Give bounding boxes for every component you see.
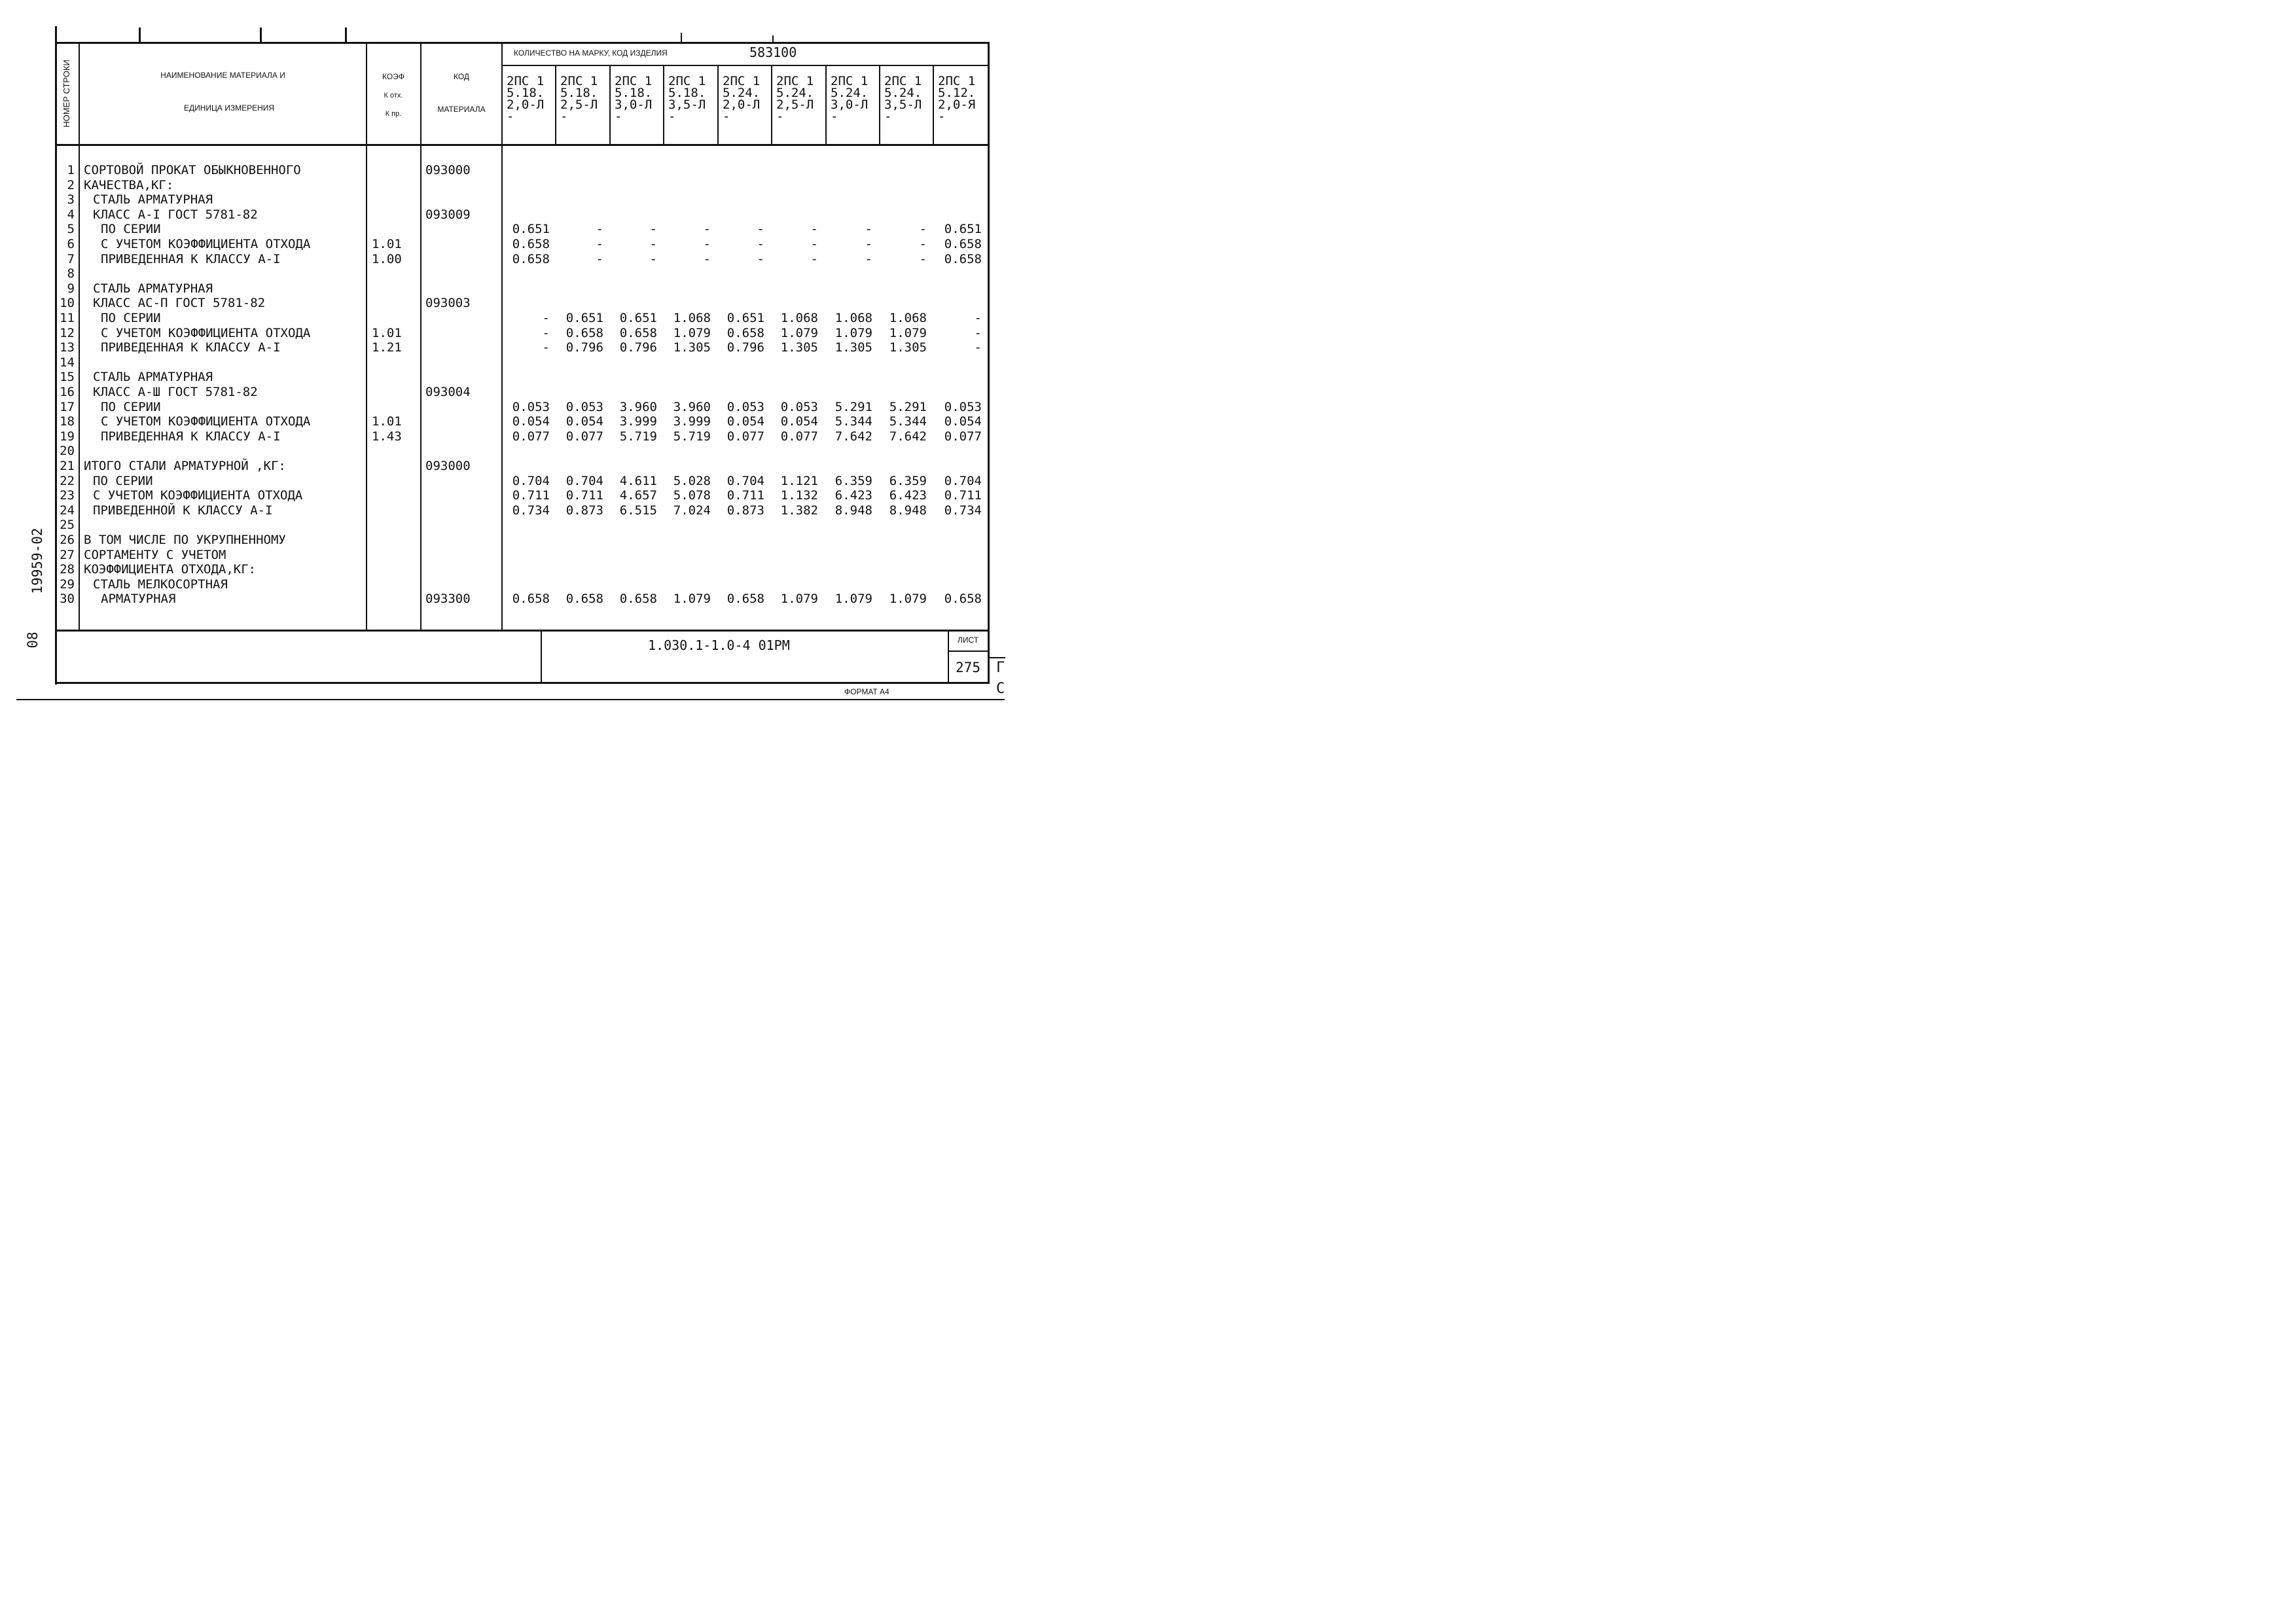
- material-name: С УЧЕТОМ КОЭФФИЦИЕНТА ОТХОДА: [101, 237, 311, 251]
- table-row: [0, 518, 1011, 533]
- material-name: СТАЛЬ АРМАТУРНАЯ: [93, 192, 213, 207]
- quantity-value: -: [865, 222, 872, 237]
- quantity-value: 6.359: [834, 473, 872, 488]
- quantity-value: 1.305: [889, 340, 927, 355]
- table-row: [0, 533, 1011, 548]
- quantity-value: 0.658: [512, 237, 550, 251]
- quantity-value: 0.658: [944, 592, 982, 607]
- quantity-value: -: [542, 325, 550, 340]
- quantity-value: 5.291: [889, 399, 927, 414]
- quantity-value: 0.658: [944, 237, 982, 251]
- quantity-value: -: [649, 251, 657, 266]
- quantity-value: -: [649, 237, 657, 251]
- quantity-value: 5.344: [834, 414, 872, 429]
- code-header-line1: КОД: [453, 72, 470, 81]
- quantity-value: -: [919, 237, 927, 251]
- table-row: [0, 355, 1011, 370]
- mark-5-line-2: 5.24.: [723, 86, 761, 100]
- sheet-number: 275: [956, 660, 980, 675]
- material-name: КОЭФФИЦИЕНТА ОТХОДА,КГ:: [84, 562, 257, 577]
- table-row: [0, 222, 1011, 237]
- table-row: [0, 163, 1011, 178]
- quantity-value: 0.053: [726, 399, 764, 414]
- row-number: 30: [60, 592, 75, 607]
- material-name: ПО СЕРИИ: [101, 399, 161, 414]
- quantity-value: -: [703, 222, 711, 237]
- quantity-value: 3.999: [673, 414, 711, 429]
- material-code: 093300: [425, 592, 471, 607]
- mark-6-line-2: 5.24.: [776, 86, 814, 100]
- quantity-value: -: [542, 311, 550, 325]
- material-name: СОРТОВОЙ ПРОКАТ ОБЫКНОВЕННОГО: [84, 163, 301, 177]
- quantity-value: 0.054: [726, 414, 764, 429]
- quantity-value: 4.611: [619, 473, 657, 488]
- row-number: 5: [67, 222, 75, 237]
- mark-7-line-4: -: [831, 109, 838, 124]
- quantity-value: 1.068: [834, 311, 872, 325]
- quantity-value: 7.642: [834, 429, 872, 444]
- mark-2-line-2: 5.18.: [560, 86, 598, 100]
- row-number: 8: [67, 266, 75, 281]
- edge-mark-1: Г: [996, 660, 1005, 676]
- quantity-value: -: [757, 237, 764, 251]
- material-name: С УЧЕТОМ КОЭФФИЦИЕНТА ОТХОДА: [101, 414, 311, 429]
- quantity-value: 0.658: [565, 325, 603, 340]
- quantity-value: -: [919, 222, 927, 237]
- quantity-value: 0.053: [565, 399, 603, 414]
- mark-7-line-3: 3,0-Л: [831, 98, 869, 112]
- mark-3-line-3: 3,0-Л: [615, 98, 653, 112]
- quantity-value: 0.054: [512, 414, 550, 429]
- quantity-value: 1.079: [889, 325, 927, 340]
- row-number: 14: [60, 355, 75, 370]
- quantity-value: 0.651: [619, 311, 657, 325]
- quantity-value: 0.658: [726, 592, 764, 607]
- material-name: С УЧЕТОМ КОЭФФИЦИЕНТА ОТХОДА: [93, 488, 303, 503]
- material-name: АРМАТУРНАЯ: [101, 592, 176, 607]
- quantity-header: КОЛИЧЕСТВО НА МАРКУ, КОД ИЗДЕЛИЯ: [514, 48, 668, 58]
- quantity-value: -: [919, 251, 927, 266]
- material-name: ПРИВЕДЕННАЯ К КЛАССУ А-I: [101, 429, 281, 444]
- quantity-value: -: [974, 311, 982, 325]
- mark-5-line-4: -: [723, 109, 730, 124]
- table-row: [0, 429, 1011, 444]
- row-number: 4: [67, 207, 75, 222]
- mark-3-line-2: 5.18.: [615, 86, 653, 100]
- table-row: [0, 178, 1011, 193]
- quantity-value: 5.719: [673, 429, 711, 444]
- quantity-value: 0.077: [944, 429, 982, 444]
- row-number: 28: [60, 562, 75, 577]
- material-code: 093004: [425, 385, 471, 399]
- table-row: [0, 459, 1011, 474]
- quantity-value: 0.658: [619, 592, 657, 607]
- product-code: 583100: [749, 45, 797, 60]
- quantity-value: 0.651: [565, 311, 603, 325]
- row-number: 15: [60, 370, 75, 385]
- quantity-value: 4.657: [619, 488, 657, 503]
- quantity-value: -: [810, 237, 818, 251]
- table-row: [0, 385, 1011, 400]
- row-number: 29: [60, 577, 75, 592]
- table-row: [0, 237, 1011, 252]
- row-number: 11: [60, 311, 75, 325]
- table-row: [0, 474, 1011, 489]
- mark-7-line-2: 5.24.: [831, 86, 869, 100]
- quantity-value: 0.796: [565, 340, 603, 355]
- coef-header-line2: К отх.: [384, 92, 403, 99]
- quantity-value: 0.053: [512, 399, 550, 414]
- table-row: [0, 592, 1011, 607]
- quantity-value: 5.344: [889, 414, 927, 429]
- quantity-value: 1.132: [780, 488, 818, 503]
- quantity-value: 0.077: [565, 429, 603, 444]
- material-name: СТАЛЬ АРМАТУРНАЯ: [93, 370, 213, 385]
- row-number: 18: [60, 414, 75, 429]
- quantity-value: -: [757, 222, 764, 237]
- quantity-value: 3.960: [673, 399, 711, 414]
- corner-number: 08: [25, 632, 41, 649]
- quantity-value: 0.704: [944, 473, 982, 488]
- material-name: ПРИВЕДЕННОЙ К КЛАССУ А-I: [93, 503, 273, 518]
- table-row: [0, 444, 1011, 459]
- quantity-value: 0.077: [512, 429, 550, 444]
- quantity-value: 0.053: [944, 399, 982, 414]
- row-number: 22: [60, 473, 75, 488]
- table-row: [0, 281, 1011, 296]
- quantity-value: 1.079: [780, 592, 818, 607]
- mark-3-line-4: -: [615, 109, 622, 124]
- material-code: 093000: [425, 459, 471, 473]
- row-number: 27: [60, 547, 75, 562]
- mark-2-line-3: 2,5-Л: [560, 98, 598, 112]
- sheet-label: ЛИСТ: [957, 635, 979, 645]
- mark-8-line-1: 2ПС 1: [884, 74, 922, 88]
- code-header-line2: МАТЕРИАЛА: [437, 105, 486, 114]
- quantity-value: 0.711: [512, 488, 550, 503]
- quantity-value: -: [865, 237, 872, 251]
- mark-4-line-3: 3,5-Л: [668, 98, 706, 112]
- row-number: 6: [67, 237, 75, 251]
- row-number: 26: [60, 533, 75, 547]
- quantity-value: 1.121: [780, 473, 818, 488]
- quantity-value: -: [974, 340, 982, 355]
- row-number: 12: [60, 325, 75, 340]
- row-number: 25: [60, 518, 75, 533]
- coefficient: 1.21: [372, 340, 402, 355]
- mark-9-line-4: -: [938, 109, 946, 124]
- mark-1-line-1: 2ПС 1: [507, 74, 545, 88]
- quantity-value: 8.948: [889, 503, 927, 518]
- table-row: [0, 266, 1011, 281]
- material-name-header-line2: ЕДИНИЦА ИЗМЕРЕНИЯ: [183, 103, 275, 113]
- mark-8-line-3: 3,5-Л: [884, 98, 922, 112]
- quantity-value: 6.423: [834, 488, 872, 503]
- table-row: [0, 414, 1011, 429]
- table-row: [0, 400, 1011, 415]
- quantity-value: -: [810, 251, 818, 266]
- row-number: 10: [60, 296, 75, 311]
- quantity-value: 7.642: [889, 429, 927, 444]
- mark-4-line-4: -: [668, 109, 676, 124]
- quantity-value: 0.704: [565, 473, 603, 488]
- quantity-value: 1.079: [834, 592, 872, 607]
- quantity-value: 0.704: [726, 473, 764, 488]
- document-page: [0, 0, 1011, 715]
- table-row: [0, 326, 1011, 341]
- mark-4-line-1: 2ПС 1: [668, 74, 706, 88]
- quantity-value: 1.305: [780, 340, 818, 355]
- material-name: В ТОМ ЧИСЛЕ ПО УКРУПНЕННОМУ: [84, 533, 286, 547]
- material-name: ПО СЕРИИ: [101, 222, 161, 237]
- quantity-value: 0.658: [944, 251, 982, 266]
- material-name: КЛАСС А-I ГОСТ 5781-82: [93, 207, 258, 222]
- quantity-value: 0.796: [726, 340, 764, 355]
- table-row: [0, 192, 1011, 207]
- table-row: [0, 370, 1011, 385]
- coef-header-line3: К пр.: [385, 110, 402, 118]
- material-name: СТАЛЬ АРМАТУРНАЯ: [93, 281, 213, 296]
- quantity-value: 5.078: [673, 488, 711, 503]
- quantity-value: 3.999: [619, 414, 657, 429]
- mark-1-line-4: -: [507, 109, 514, 124]
- mark-6-line-4: -: [776, 109, 784, 124]
- quantity-value: 0.053: [780, 399, 818, 414]
- edge-mark-2: С: [996, 681, 1005, 697]
- quantity-value: 1.305: [834, 340, 872, 355]
- quantity-value: 0.734: [512, 503, 550, 518]
- quantity-value: -: [596, 251, 603, 266]
- row-number-header: НОМЕР СТРОКИ: [62, 60, 71, 128]
- row-number: 16: [60, 385, 75, 399]
- quantity-value: 5.719: [619, 429, 657, 444]
- quantity-value: 0.704: [512, 473, 550, 488]
- row-number: 1: [67, 163, 75, 177]
- material-name: С УЧЕТОМ КОЭФФИЦИЕНТА ОТХОДА: [101, 325, 311, 340]
- quantity-value: 0.658: [512, 592, 550, 607]
- quantity-value: -: [703, 237, 711, 251]
- document-code: 1.030.1-1.0-4 01РМ: [648, 637, 790, 653]
- row-number: 7: [67, 251, 75, 266]
- table-row: [0, 340, 1011, 355]
- quantity-value: 1.079: [889, 592, 927, 607]
- table-row: [0, 296, 1011, 311]
- mark-8-line-2: 5.24.: [884, 86, 922, 100]
- quantity-value: 0.658: [512, 251, 550, 266]
- quantity-value: 0.651: [512, 222, 550, 237]
- side-number: 19959-02: [29, 527, 45, 594]
- quantity-value: 0.054: [944, 414, 982, 429]
- row-number: 24: [60, 503, 75, 518]
- quantity-value: 1.068: [889, 311, 927, 325]
- quantity-value: -: [865, 251, 872, 266]
- quantity-value: 0.734: [944, 503, 982, 518]
- mark-2-line-1: 2ПС 1: [560, 74, 598, 88]
- quantity-value: 0.873: [726, 503, 764, 518]
- coefficient: 1.01: [372, 325, 402, 340]
- material-name: ПО СЕРИИ: [93, 473, 153, 488]
- quantity-value: 1.068: [673, 311, 711, 325]
- quantity-value: 5.028: [673, 473, 711, 488]
- coefficient: 1.43: [372, 429, 402, 444]
- material-name-header-line1: НАИМЕНОВАНИЕ МАТЕРИАЛА И: [160, 71, 285, 80]
- quantity-value: 8.948: [834, 503, 872, 518]
- mark-2-line-4: -: [560, 109, 568, 124]
- quantity-value: 6.515: [619, 503, 657, 518]
- quantity-value: 1.079: [780, 325, 818, 340]
- material-name: ИТОГО СТАЛИ АРМАТУРНОЙ ,КГ:: [84, 459, 286, 473]
- row-number: 3: [67, 192, 75, 207]
- quantity-value: 0.651: [726, 311, 764, 325]
- mark-3-line-1: 2ПС 1: [615, 74, 653, 88]
- quantity-value: 0.054: [565, 414, 603, 429]
- quantity-value: 0.077: [780, 429, 818, 444]
- table-row: [0, 252, 1011, 267]
- quantity-value: 7.024: [673, 503, 711, 518]
- quantity-value: 6.359: [889, 473, 927, 488]
- quantity-value: 0.796: [619, 340, 657, 355]
- quantity-value: -: [649, 222, 657, 237]
- coefficient: 1.01: [372, 237, 402, 251]
- quantity-value: 0.711: [565, 488, 603, 503]
- material-name: СОРТАМЕНТУ С УЧЕТОМ: [84, 547, 226, 562]
- quantity-value: -: [974, 325, 982, 340]
- table-row: [0, 548, 1011, 563]
- format-label: ФОРМАТ А4: [844, 687, 889, 696]
- quantity-value: 6.423: [889, 488, 927, 503]
- mark-6-line-3: 2,5-Л: [776, 98, 814, 112]
- material-name: ПРИВЕДЕННАЯ К КЛАССУ А-I: [101, 251, 281, 266]
- mark-1-line-2: 5.18.: [507, 86, 545, 100]
- coefficient: 1.00: [372, 251, 402, 266]
- row-number: 21: [60, 459, 75, 473]
- material-name: ПО СЕРИИ: [101, 311, 161, 325]
- material-name: КАЧЕСТВА,КГ:: [84, 177, 174, 192]
- quantity-value: 5.291: [834, 399, 872, 414]
- quantity-value: 0.658: [726, 325, 764, 340]
- mark-5-line-1: 2ПС 1: [723, 74, 761, 88]
- quantity-value: 0.711: [726, 488, 764, 503]
- quantity-value: -: [703, 251, 711, 266]
- table-row: [0, 207, 1011, 223]
- mark-8-line-4: -: [884, 109, 892, 124]
- coef-header-line1: КОЭФ: [382, 72, 404, 81]
- mark-9-line-3: 2,0-Я: [938, 98, 976, 112]
- mark-9-line-2: 5.12.: [938, 86, 976, 100]
- quantity-value: 1.079: [834, 325, 872, 340]
- quantity-value: 0.077: [726, 429, 764, 444]
- material-name: КЛАСС А-Ш ГОСТ 5781-82: [93, 385, 258, 399]
- row-number: 9: [67, 281, 75, 296]
- material-code: 093003: [425, 296, 471, 311]
- quantity-value: -: [596, 237, 603, 251]
- mark-1-line-3: 2,0-Л: [507, 98, 545, 112]
- quantity-value: 0.651: [944, 222, 982, 237]
- quantity-value: 3.960: [619, 399, 657, 414]
- mark-4-line-2: 5.18.: [668, 86, 706, 100]
- quantity-value: 1.382: [780, 503, 818, 518]
- coefficient: 1.01: [372, 414, 402, 429]
- quantity-value: -: [757, 251, 764, 266]
- table-row: [0, 488, 1011, 503]
- row-number: 17: [60, 399, 75, 414]
- mark-9-line-1: 2ПС 1: [938, 74, 976, 88]
- quantity-value: 1.305: [673, 340, 711, 355]
- quantity-value: 1.068: [780, 311, 818, 325]
- row-number: 2: [67, 177, 75, 192]
- quantity-value: 0.658: [619, 325, 657, 340]
- material-code: 093009: [425, 207, 471, 222]
- row-number: 23: [60, 488, 75, 503]
- row-number: 20: [60, 444, 75, 459]
- row-number: 13: [60, 340, 75, 355]
- material-name: ПРИВЕДЕННАЯ К КЛАССУ А-I: [101, 340, 281, 355]
- quantity-value: 1.079: [673, 592, 711, 607]
- quantity-value: 0.054: [780, 414, 818, 429]
- material-name: СТАЛЬ МЕЛКОСОРТНАЯ: [93, 577, 228, 592]
- quantity-value: 0.711: [944, 488, 982, 503]
- mark-6-line-1: 2ПС 1: [776, 74, 814, 88]
- quantity-value: -: [596, 222, 603, 237]
- quantity-value: -: [542, 340, 550, 355]
- material-name: КЛАСС АС-П ГОСТ 5781-82: [93, 296, 266, 311]
- table-row: [0, 562, 1011, 577]
- material-code: 093000: [425, 163, 471, 177]
- row-number: 19: [60, 429, 75, 444]
- table-row: [0, 503, 1011, 518]
- table-row: [0, 311, 1011, 326]
- mark-7-line-1: 2ПС 1: [831, 74, 869, 88]
- quantity-value: -: [810, 222, 818, 237]
- quantity-value: 0.873: [565, 503, 603, 518]
- table-row: [0, 577, 1011, 592]
- quantity-value: 1.079: [673, 325, 711, 340]
- mark-5-line-3: 2,0-Л: [723, 98, 761, 112]
- quantity-value: 0.658: [565, 592, 603, 607]
